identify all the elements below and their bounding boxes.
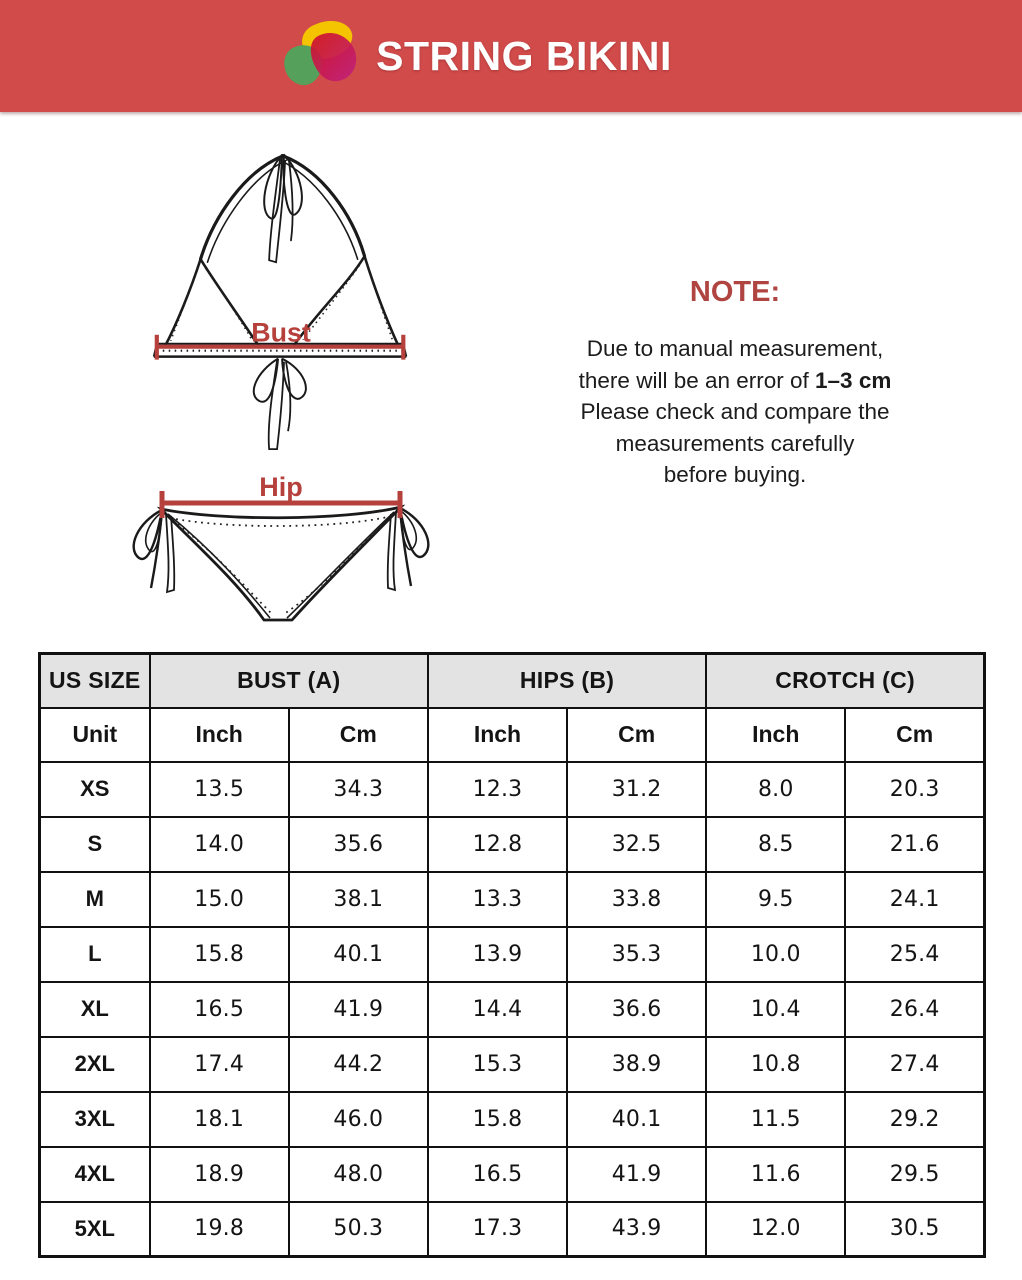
value-cell: 35.3 bbox=[567, 927, 706, 982]
header-crotch: CROTCH (C) bbox=[706, 654, 984, 708]
value-cell: 19.8 bbox=[150, 1202, 289, 1257]
note-heading: NOTE: bbox=[689, 276, 781, 308]
size-cell: L bbox=[40, 927, 150, 982]
value-cell: 16.5 bbox=[428, 1147, 567, 1202]
size-cell: M bbox=[40, 872, 150, 927]
value-cell: 40.1 bbox=[567, 1092, 706, 1147]
value-cell: 8.0 bbox=[706, 762, 845, 817]
unit-cell: Cm bbox=[567, 708, 706, 762]
value-cell: 10.4 bbox=[706, 982, 845, 1037]
value-cell: 41.9 bbox=[289, 982, 428, 1037]
value-cell: 29.5 bbox=[845, 1147, 984, 1202]
table-row bbox=[40, 762, 985, 817]
value-cell: 12.3 bbox=[428, 762, 567, 817]
size-cell: XS bbox=[40, 762, 150, 817]
note-body bbox=[520, 333, 950, 491]
value-cell: 30.5 bbox=[845, 1202, 984, 1257]
value-cell: 9.5 bbox=[706, 872, 845, 927]
value-cell: 25.4 bbox=[845, 927, 984, 982]
value-cell: 48.0 bbox=[289, 1147, 428, 1202]
value-cell: 50.3 bbox=[289, 1202, 428, 1257]
value-cell: 17.3 bbox=[428, 1202, 567, 1257]
unit-cell: Inch bbox=[150, 708, 289, 762]
table-row bbox=[40, 982, 985, 1037]
value-cell: 15.8 bbox=[150, 927, 289, 982]
note-line-5: before buying. bbox=[663, 462, 807, 487]
value-cell: 11.6 bbox=[706, 1147, 845, 1202]
brand-logo-icon bbox=[278, 18, 362, 94]
hip-measure-label: Hip bbox=[259, 472, 303, 502]
value-cell: 38.9 bbox=[567, 1037, 706, 1092]
value-cell: 34.3 bbox=[289, 762, 428, 817]
value-cell: 21.6 bbox=[845, 817, 984, 872]
unit-cell: Inch bbox=[428, 708, 567, 762]
value-cell: 13.5 bbox=[150, 762, 289, 817]
table-row bbox=[40, 1147, 985, 1202]
note-block bbox=[520, 276, 950, 491]
value-cell: 13.3 bbox=[428, 872, 567, 927]
size-table bbox=[38, 652, 986, 1258]
value-cell: 15.8 bbox=[428, 1092, 567, 1147]
unit-cell: Cm bbox=[845, 708, 984, 762]
value-cell: 11.5 bbox=[706, 1092, 845, 1147]
value-cell: 46.0 bbox=[289, 1092, 428, 1147]
value-cell: 14.0 bbox=[150, 817, 289, 872]
value-cell: 12.8 bbox=[428, 817, 567, 872]
note-line-3: Please check and compare the bbox=[580, 399, 890, 424]
value-cell: 26.4 bbox=[845, 982, 984, 1037]
table-row bbox=[40, 1202, 985, 1257]
value-cell: 29.2 bbox=[845, 1092, 984, 1147]
table-row bbox=[40, 1092, 985, 1147]
value-cell: 13.9 bbox=[428, 927, 567, 982]
value-cell: 16.5 bbox=[150, 982, 289, 1037]
value-cell: 20.3 bbox=[845, 762, 984, 817]
value-cell: 17.4 bbox=[150, 1037, 289, 1092]
value-cell: 15.0 bbox=[150, 872, 289, 927]
bust-measure-label: Bust bbox=[251, 317, 311, 348]
value-cell: 14.4 bbox=[428, 982, 567, 1037]
header-bust: BUST (A) bbox=[150, 654, 428, 708]
value-cell: 38.1 bbox=[289, 872, 428, 927]
value-cell: 36.6 bbox=[567, 982, 706, 1037]
table-row bbox=[40, 1037, 985, 1092]
page-title: STRING BIKINI bbox=[376, 32, 672, 79]
table-group-header-row bbox=[40, 654, 985, 708]
table-unit-row bbox=[40, 708, 985, 762]
note-line-4: measurements carefully bbox=[615, 430, 855, 456]
size-cell: 5XL bbox=[40, 1202, 150, 1257]
value-cell: 10.0 bbox=[706, 927, 845, 982]
header-hips: HIPS (B) bbox=[428, 654, 706, 708]
brand bbox=[278, 18, 672, 94]
value-cell: 33.8 bbox=[567, 872, 706, 927]
value-cell: 35.6 bbox=[289, 817, 428, 872]
value-cell: 31.2 bbox=[567, 762, 706, 817]
header-us-size: US SIZE bbox=[40, 654, 150, 708]
table-row bbox=[40, 927, 985, 982]
note-line-2: there will be an error of 1–3 cm bbox=[578, 367, 892, 393]
unit-cell: Cm bbox=[289, 708, 428, 762]
size-cell: XL bbox=[40, 982, 150, 1037]
value-cell: 27.4 bbox=[845, 1037, 984, 1092]
value-cell: 15.3 bbox=[428, 1037, 567, 1092]
unit-cell: Inch bbox=[706, 708, 845, 762]
bikini-top-diagram bbox=[120, 133, 460, 463]
note-line-1: Due to manual measurement, bbox=[586, 336, 884, 361]
bikini-bottom-diagram bbox=[120, 462, 460, 642]
value-cell: 32.5 bbox=[567, 817, 706, 872]
value-cell: 44.2 bbox=[289, 1037, 428, 1092]
value-cell: 10.8 bbox=[706, 1037, 845, 1092]
value-cell: 43.9 bbox=[567, 1202, 706, 1257]
value-cell: 8.5 bbox=[706, 817, 845, 872]
value-cell: 40.1 bbox=[289, 927, 428, 982]
size-cell: 2XL bbox=[40, 1037, 150, 1092]
table-row bbox=[40, 817, 985, 872]
value-cell: 24.1 bbox=[845, 872, 984, 927]
table-row bbox=[40, 872, 985, 927]
size-cell: S bbox=[40, 817, 150, 872]
value-cell: 41.9 bbox=[567, 1147, 706, 1202]
value-cell: 18.1 bbox=[150, 1092, 289, 1147]
brand-header bbox=[0, 0, 1022, 112]
value-cell: 12.0 bbox=[706, 1202, 845, 1257]
unit-label: Unit bbox=[40, 708, 150, 762]
value-cell: 18.9 bbox=[150, 1147, 289, 1202]
size-cell: 3XL bbox=[40, 1092, 150, 1147]
size-cell: 4XL bbox=[40, 1147, 150, 1202]
